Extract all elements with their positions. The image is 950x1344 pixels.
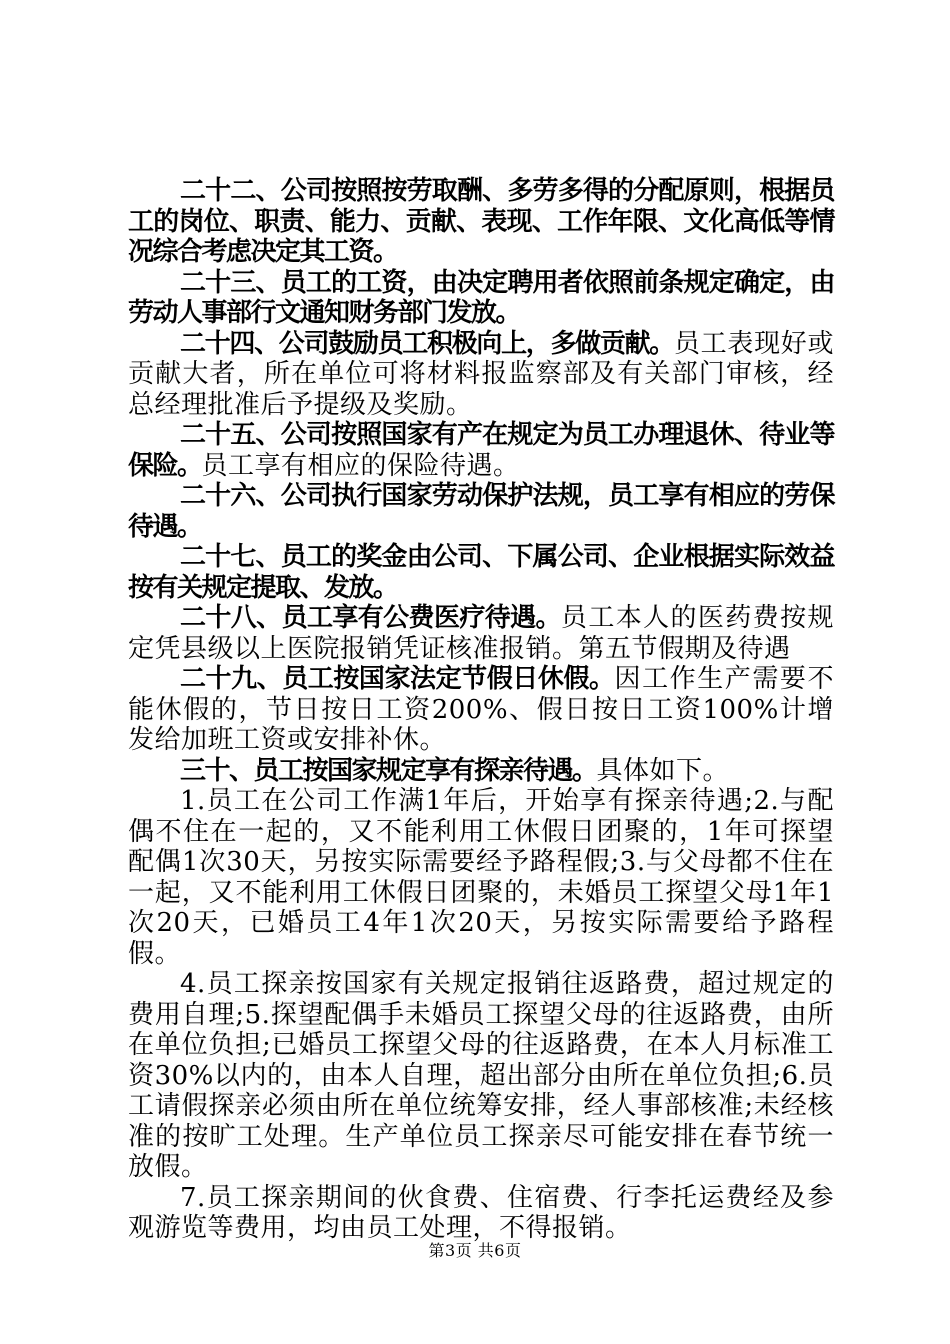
paragraph-28 xyxy=(128,603,834,664)
paragraph-text: 具体如下。 xyxy=(596,755,730,786)
document-body xyxy=(128,176,834,1244)
paragraph-lead: 三十、员工按国家规定享有探亲待遇。 xyxy=(180,755,597,786)
paragraph-lead: 二十七、员工的奖金由公司、下属公司、企业根据实际效益按有关规定提取、发放。 xyxy=(128,542,834,603)
paragraph-list-1-3 xyxy=(128,786,834,969)
paragraph-text: 员工表现好或贡献大者，所在单位可将材料报监察部及有关部门审核，经总经理批准后予提级及奖励。 xyxy=(128,328,834,420)
paragraph-lead: 二十八、员工享有公费医疗待遇。 xyxy=(180,603,561,633)
paragraph-lead: 二十九、员工按国家法定节假日休假。 xyxy=(180,664,615,694)
paragraph-lead: 二十三、员工的工资，由决定聘用者依照前条规定确定，由劳动人事部行文通知财务部门发放。 xyxy=(128,267,834,328)
paragraph-26 xyxy=(128,481,834,542)
paragraph-list-4-6 xyxy=(128,969,834,1183)
paragraph-23 xyxy=(128,268,834,329)
paragraph-lead: 二十四、公司鼓励员工积极向上，多做贡献。 xyxy=(180,328,674,359)
paragraph-text: 7.员工探亲期间的伙食费、住宿费、行李托运费经及参观游览等费用，均由员工处理，不得报销。 xyxy=(128,1182,834,1243)
paragraph-24 xyxy=(128,329,834,421)
page-footer: 第3页 共6页 xyxy=(428,1241,522,1260)
paragraph-text: 员工本人的医药费按规定凭县级以上医院报销凭证核准报销。第五节假期及待遇 xyxy=(128,603,834,664)
paragraph-list-7 xyxy=(128,1183,834,1244)
paragraph-27 xyxy=(128,542,834,603)
paragraph-22 xyxy=(128,176,834,268)
paragraph-25 xyxy=(128,420,834,481)
paragraph-text: 4.员工探亲按国家有关规定报销往返路费，超过规定的费用自理;5.探望配偶手未婚员工探望父母的往返路费，由所在单位负担;已婚员工探望父母的往返路费，在本人月标准工资30%以内的，由本人自理，超出部分由所在单位负担;6.员工请假探亲必须由所在单位统筹安排，经人事部核准;未经核准的按旷工处理。生产单位员工探亲尽可能安排在春节统一放假。 xyxy=(128,969,834,1182)
paragraph-text: 1.员工在公司工作满1年后，开始享有探亲待遇;2.与配偶不住在一起的，又不能利用工休假日团聚的，1年可探望配偶1次30天，另按实际需要经予路程假;3.与父母都不住在一起，又不能利用工休假日团聚的，未婚员工探望父母1年1次20天，已婚员工4年1次20天，另按实际需要给予路程假。 xyxy=(128,786,834,969)
paragraph-text: 因工作生产需要不能休假的，节日按日工资200%、假日按日工资100%计增发给加班工资或安排补休。 xyxy=(128,664,834,755)
paragraph-text: 员工享有相应的保险待遇。 xyxy=(201,450,520,481)
paragraph-30 xyxy=(128,756,834,787)
paragraph-lead: 二十六、公司执行国家劳动保护法规，员工享有相应的劳保待遇。 xyxy=(128,481,834,542)
paragraph-lead: 二十五、公司按照国家有产在规定为员工办理退休、待业等保险。 xyxy=(128,420,834,481)
paragraph-29 xyxy=(128,664,834,756)
paragraph-lead: 二十二、公司按照按劳取酬、多劳多得的分配原则，根据员工的岗位、职责、能力、贡献、表现、工作年限、文化高低等情况综合考虑决定其工资。 xyxy=(128,176,834,267)
